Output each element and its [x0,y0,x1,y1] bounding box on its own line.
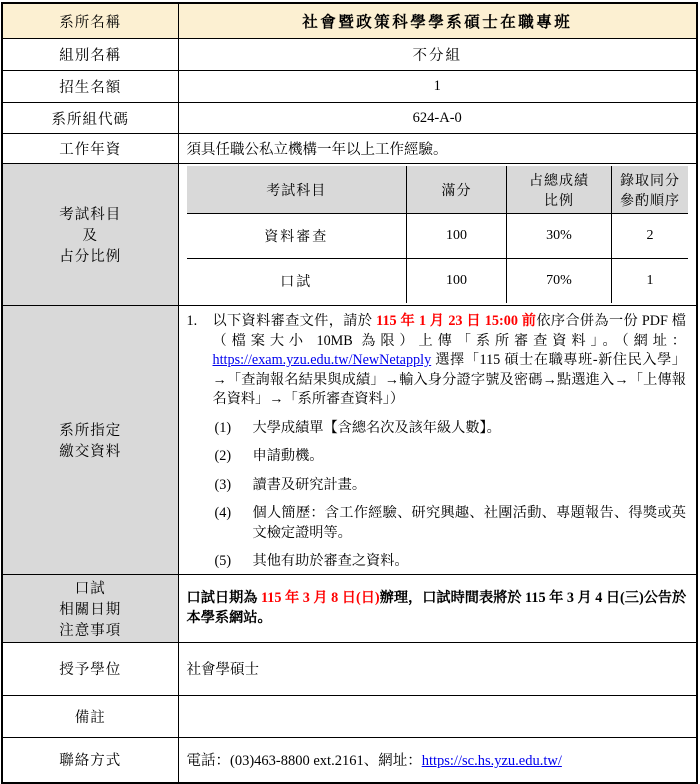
link[interactable]: https://exam.yzu.edu.tw/NewNetapply [212,352,432,368]
admission-table [1,2,698,784]
link[interactable]: https://sc.hs.yzu.edu.tw/ [421,753,562,769]
text-segment: 辦理，口試時間表將於 115 年 3 月 4 日(三)公告於本學系網站。 [186,590,687,626]
note-label: 備註 [2,695,178,737]
row-work-experience [2,134,697,164]
row-note [2,695,697,737]
contact-label: 聯絡方式 [2,737,178,783]
row-interview-dates [2,574,697,642]
exam-weight: 30% [507,214,612,259]
exam-header-row [187,166,689,214]
exam-table-cell [178,164,697,306]
code-value: 624-A-0 [178,103,697,134]
exam-subject: 口試 [187,259,407,304]
exam-full-score: 100 [407,214,507,259]
row-group-name [2,39,697,71]
text-segment: 口試日期為 [186,590,261,606]
work-experience-label: 工作年資 [2,134,178,164]
exam-header-weight: 占總成績 比例 [507,166,612,214]
submit-subitem [215,504,687,543]
subitem-text: 讀書及研究計畫。 [252,476,367,493]
submit-documents-value [178,306,697,575]
interview-notice [187,586,689,630]
row-code [2,103,697,134]
row-quota [2,71,697,103]
submit-subitem [215,447,687,467]
text-segment: 115 年 3 月 8 日(日) [261,590,380,606]
submit-documents-label: 系所指定 繳交資料 [2,306,178,575]
degree-value: 社會學碩士 [178,642,697,695]
degree-label: 授予學位 [2,642,178,695]
exam-row-oral [187,259,689,304]
text-segment: 選擇「115 碩士在職專班-新住民入學」→「查詢報名結果與成績」→輸入身分證字號及密碼→點選進入→「上傳報名資料」→「系所審查資料」） [212,352,686,407]
row-submit-documents [2,306,697,575]
row-degree [2,642,697,695]
exam-row-review [187,214,689,259]
subitem-number: (3) [214,476,232,493]
row-exam-subjects [2,164,697,306]
subitem-number: (1) [214,419,232,436]
quota-value: 1 [178,71,697,103]
exam-header-tiebreak: 錄取同分 參酌順序 [612,166,689,214]
text-segment: 電話：(03)463-8800 ext.2161、網址： [186,753,422,769]
submit-main-item [187,312,687,410]
exam-subject: 資料審查 [187,214,407,259]
exam-tiebreak: 2 [612,214,689,259]
exam-table [187,166,689,303]
department-name-value [178,3,697,39]
exam-full-score: 100 [407,259,507,304]
interview-dates-value [178,574,697,642]
group-name-value: 不分組 [178,39,697,71]
note-value [178,695,697,737]
subitem-text: 大學成績單【含總名次及該年級人數】。 [252,419,501,436]
text-segment: 依序合併為一份 PDF 檔（檔案大小 10MB 為限）上傳「系所審查資料」。（網址： [212,313,686,349]
row-department-name [2,3,697,39]
exam-section-label: 考試科目 及 占分比例 [2,164,178,306]
exam-tiebreak: 1 [612,259,689,304]
subitem-number: (4) [214,505,232,521]
work-experience-value: 須具任職公私立機構一年以上工作經驗。 [178,134,697,164]
submit-subitem [215,476,687,496]
subitem-number: (2) [214,448,232,464]
submit-documents-content [187,308,689,572]
submit-subitem [215,419,687,439]
exam-weight: 70% [507,259,612,304]
contact-value [178,737,697,783]
program-title: 社會暨政策科學學系碩士在職專班 [302,14,573,31]
subitem-text: 其他有助於審查之資料。 [252,553,409,569]
text-segment: 115 年 1 月 23 日 15:00 前 [376,313,537,329]
group-name-label: 組別名稱 [2,39,178,71]
interview-dates-label: 口試 相關日期 注意事項 [2,574,178,642]
exam-header-full-score: 滿分 [407,166,507,214]
text-segment: 以下資料審查文件，請於 [212,313,377,329]
code-label: 系所組代碼 [2,103,178,134]
subitem-text: 個人簡歷：含工作經驗、研究興趣、社團活動、專題報告、得獎或英文檢定證明等。 [252,505,686,541]
subitem-number: (5) [214,553,232,569]
department-name-label: 系所名稱 [2,3,178,39]
item-text [213,312,687,410]
quota-label: 招生名額 [2,71,178,103]
submit-subitem [215,552,687,572]
exam-header-subject: 考試科目 [187,166,407,214]
subitem-text: 申請動機。 [252,448,324,464]
item-number: 1. [186,313,198,329]
row-contact [2,737,697,783]
